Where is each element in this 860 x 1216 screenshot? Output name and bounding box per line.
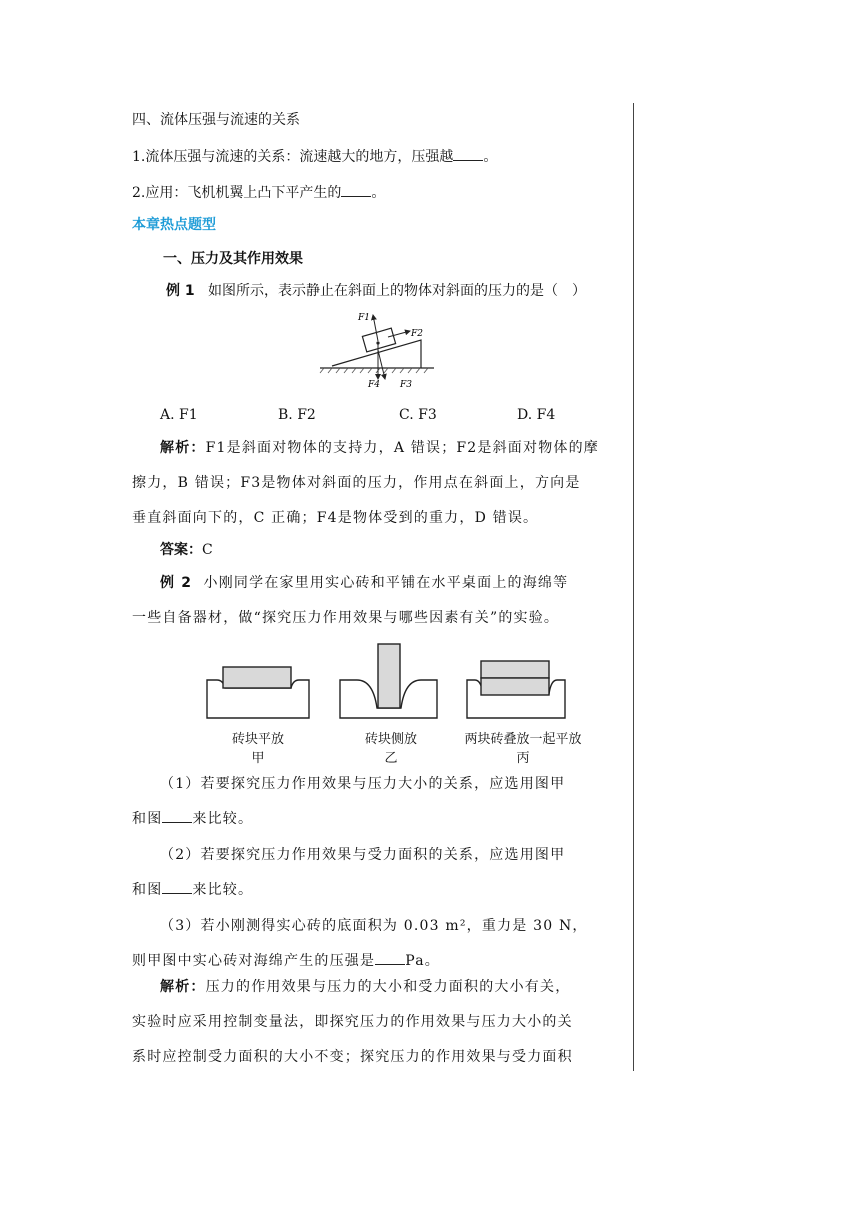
force-f3-arrow <box>378 350 385 379</box>
example-1-question: 例 1 如图所示，表示静止在斜面上的物体对斜面的压力的是（ ） <box>166 283 586 299</box>
f1-label: F1 <box>358 313 370 323</box>
incline-force-figure <box>318 306 436 394</box>
brick <box>481 678 549 695</box>
figure-caption-yi: 砖块侧放 乙 <box>364 732 417 766</box>
option-d: D. F4 <box>517 407 556 423</box>
topic-heading: 一、压力及其作用效果 <box>163 251 303 267</box>
brick <box>223 667 291 688</box>
example-1-answer: 答案：C <box>160 542 213 558</box>
figure-caption-jia: 砖块平放 甲 <box>231 732 284 766</box>
figure-bing <box>467 661 565 718</box>
answer-blank <box>162 808 192 823</box>
example-2-intro: 例 2 小刚同学在家里用实心砖和平铺在水平桌面上的海绵等 一些自备器材，做“探究压力作用效果与哪些因素有关”的实验。 <box>132 575 569 626</box>
option-b: B. F2 <box>278 407 316 423</box>
brick <box>481 661 549 678</box>
example-1-analysis: 解析：F1是斜面对物体的支持力，A 错误；F2是斜面对物体的摩 擦力，B 错误；F3是物体对斜面的压力，作用点在斜面上，方向是 垂直斜面向下的，C 正确；F4是物体受到的重力，D 错误。 <box>132 440 600 526</box>
figure-caption-bing: 两块砖叠放一起平放 丙 <box>464 732 582 766</box>
f4-label: F4 <box>368 380 380 390</box>
brick <box>378 644 400 708</box>
question-1: （1）若要探究压力作用效果与压力大小的关系，应选用图甲 和图 来比较。 <box>132 776 566 827</box>
question-3: （3）若小刚测得实心砖的底面积为 0.03 m²，重力是 30 N， 则甲图中实心砖对海绵产生的压强是 Pa。 <box>132 918 588 969</box>
answer-blank <box>375 950 405 965</box>
figure-jia <box>207 667 309 718</box>
f2-label: F2 <box>411 329 423 339</box>
section-item-2: 2.应用：飞机机翼上凸下平产生的 。 <box>132 182 385 203</box>
figure-yi <box>340 644 437 718</box>
section-item-1: 1.流体压强与流速的关系：流速越大的地方，压强越 。 <box>132 146 497 167</box>
answer-blank <box>341 182 371 197</box>
hot-topics-heading: 本章热点题型 <box>132 217 216 233</box>
f3-label: F3 <box>400 380 412 390</box>
option-c: C. F3 <box>399 407 437 423</box>
page-right-rule <box>633 103 634 1071</box>
answer-blank <box>453 146 483 161</box>
section-title: 四、流体压强与流速的关系 <box>132 112 300 128</box>
example-2-analysis: 解析：压力的作用效果与压力的大小和受力面积的大小有关， 实验时应采用控制变量法，即探究压力的作用效果与压力大小的关 系时应控制受力面积的大小不变；探究压力的作用效果与受力面积 <box>132 979 573 1065</box>
option-a: A. F1 <box>160 407 198 423</box>
question-2: （2）若要探究压力作用效果与受力面积的关系，应选用图甲 和图 来比较。 <box>132 847 566 898</box>
answer-blank <box>162 879 192 894</box>
ground-hatch <box>320 368 428 373</box>
